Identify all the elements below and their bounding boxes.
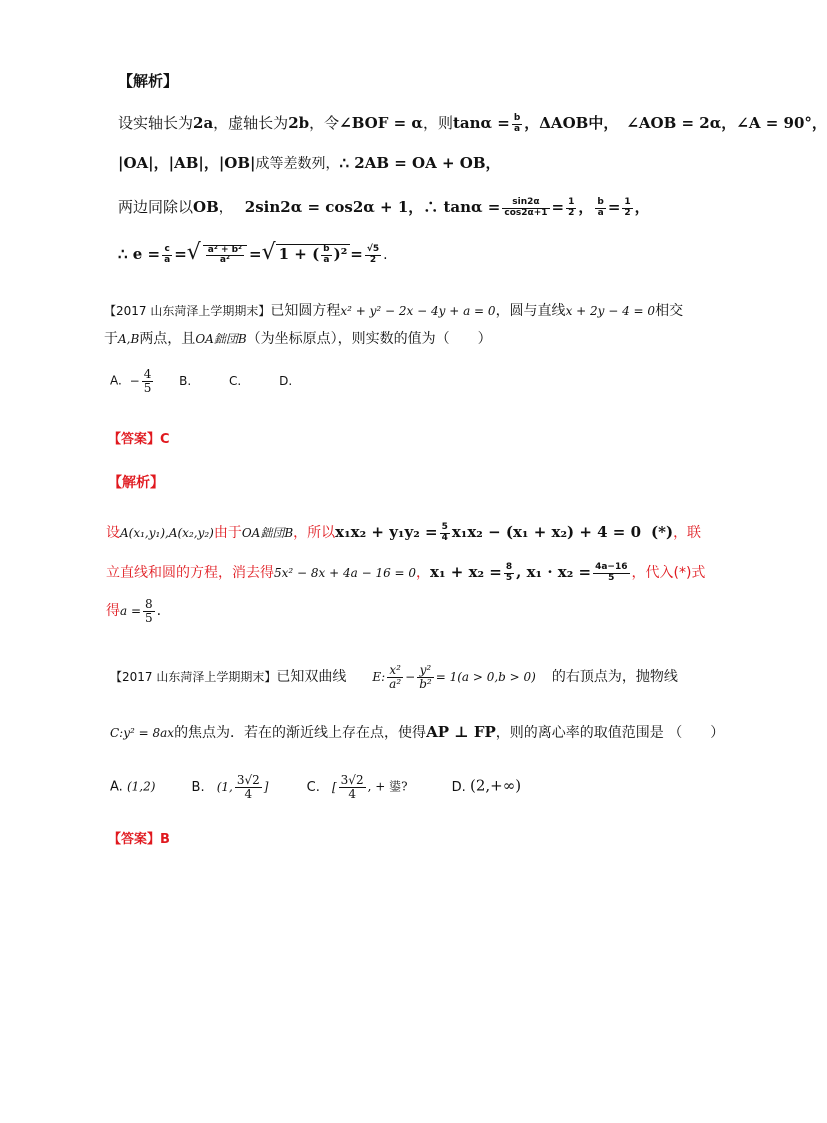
text: ，代入(*)式 — [631, 565, 706, 581]
text: ，联 — [673, 525, 702, 541]
text: 设实轴长为 — [118, 114, 194, 132]
math: C:y² = 8ax — [110, 726, 175, 740]
fraction — [440, 523, 450, 543]
option-a-value: (1,2) — [126, 779, 156, 794]
numerator: 1 — [624, 197, 631, 208]
option-c-post: , + 鍙? — [367, 779, 408, 794]
text: 得 — [106, 603, 120, 620]
math: = — [249, 245, 262, 263]
analysis-line-2 — [118, 152, 501, 173]
math: 2sin2α = cos2α + 1 — [244, 198, 409, 216]
option-b-post: ] — [263, 779, 269, 794]
answer-2: 【答案】B — [108, 832, 170, 847]
math: x₁ + x₂ = — [430, 563, 502, 581]
math: x + 2y − 4 = 0 — [565, 304, 656, 318]
question-1-line-1 — [104, 300, 683, 320]
question-2-line-2 — [110, 722, 724, 742]
option-a-label: A. — [110, 373, 122, 388]
analysis-line-1 — [118, 112, 827, 134]
question-source: 【2017 山东菏泽上学期期末】 — [110, 670, 277, 685]
denominator: 2 — [568, 207, 575, 218]
text: 已知圆方程 — [270, 303, 341, 319]
math: OA鈯団B — [195, 332, 247, 346]
numerator: b — [323, 244, 330, 255]
fraction — [512, 114, 522, 134]
denominator: 2 — [624, 207, 631, 218]
math: ，∠A = 90°， — [721, 114, 827, 132]
math: |OA|，|AB|，|OB| — [118, 154, 256, 172]
text: 设 — [106, 525, 120, 541]
math: x₁x₂ + y₁y₂ = — [335, 523, 438, 541]
option-b-fraction — [235, 774, 262, 800]
math: x₁x₂ − (x₁ + x₂) + 4 = 0 — [451, 523, 642, 541]
text: ，圆与直线 — [495, 303, 566, 319]
denominator: b² — [419, 676, 432, 691]
numerator: 3√2 — [340, 773, 364, 787]
option-d-value: (2,+∞) — [469, 776, 522, 795]
analysis-line-4 — [118, 240, 388, 265]
math: = 1(a > 0,b > 0) — [435, 670, 536, 685]
math: ，∴ tanα = — [408, 198, 501, 216]
math: = — [350, 245, 363, 263]
math: OB — [193, 198, 219, 216]
denominator: 5 — [505, 572, 513, 583]
denominator: a² — [389, 676, 402, 691]
denominator: a — [514, 123, 521, 134]
text: ，则 — [422, 114, 453, 132]
text: ，虚轴长为 — [213, 114, 289, 132]
option-b-label: B. — [191, 779, 205, 795]
solution-line-1 — [106, 522, 701, 543]
math: ，ΔAOB中， — [524, 114, 619, 132]
text: （为坐标原点），则实数的值为（ ） — [246, 331, 492, 347]
text: 相交 — [655, 303, 684, 319]
text: 两边同除以 — [118, 198, 194, 216]
math: tanα = — [452, 114, 510, 132]
question-source: 【2017 山东菏泽上学期期末】 — [104, 304, 271, 318]
numerator: √5 — [366, 244, 380, 255]
fraction — [417, 664, 434, 690]
fraction — [321, 245, 331, 265]
numerator: sin2α — [502, 198, 549, 208]
option-c-label: C. — [229, 373, 242, 388]
text: 已知双曲线 — [276, 669, 347, 686]
math: (*) — [651, 523, 674, 541]
option-b-pre: (1, — [216, 779, 233, 794]
fraction — [162, 245, 172, 265]
fraction — [504, 563, 514, 583]
math: 2a — [193, 114, 214, 132]
text: ，令 — [309, 114, 340, 132]
numerator: 8 — [145, 597, 153, 611]
math: ∴ 2AB = OA + OB， — [339, 154, 501, 172]
option-c-label: C. — [306, 779, 320, 795]
text: ， — [218, 200, 233, 216]
fraction — [593, 563, 629, 583]
math: ∠AOB = 2α — [626, 114, 722, 132]
text: ， — [416, 565, 431, 581]
analysis-heading-2: 【解析】 — [108, 475, 164, 491]
numerator: 1 — [568, 197, 575, 208]
solution-line-2 — [106, 562, 705, 583]
sqrt-body — [276, 244, 351, 265]
fraction — [143, 598, 155, 624]
math: ， — [634, 198, 650, 216]
math: = — [607, 198, 621, 216]
denominator: 5 — [145, 610, 153, 625]
option-a-label: A. — [110, 779, 123, 795]
option-d-label: D. — [451, 779, 466, 795]
option-d-label: D. — [279, 373, 293, 388]
text: 两点，且 — [139, 331, 196, 347]
sqrt-sign: √ — [261, 240, 276, 265]
denominator: a — [597, 207, 604, 218]
fraction — [566, 198, 576, 218]
fraction — [203, 245, 247, 266]
fraction — [502, 198, 549, 218]
math: x² + y² − 2x − 4y + a = 0 — [340, 304, 496, 318]
option-a-sign: − — [129, 373, 140, 388]
analysis-heading-1: 【解析】 — [118, 72, 179, 90]
fraction — [622, 198, 632, 218]
text: 的右顶点为，抛物线 — [551, 669, 678, 686]
numerator: a² + b² — [207, 244, 243, 255]
math: ∴ e = — [118, 245, 161, 263]
text: 立直线和圆的方程，消去得 — [106, 565, 274, 581]
denominator: 2 — [369, 254, 377, 265]
period: . — [156, 603, 162, 620]
fraction — [365, 245, 381, 265]
text: ，所以 — [293, 525, 336, 541]
denominator: a — [323, 254, 330, 265]
math: AP ⊥ FP — [426, 723, 496, 741]
text: 由于 — [213, 525, 242, 541]
math: 2b — [288, 114, 310, 132]
math: A(x₁,y₁),A(x₂,y₂) — [120, 526, 214, 540]
math: − — [405, 670, 416, 685]
math: a = — [120, 604, 142, 619]
math: , x₁ · x₂ = — [516, 563, 592, 581]
period: . — [383, 247, 388, 263]
numerator: b — [513, 113, 521, 124]
math: E: — [372, 670, 386, 685]
fraction — [595, 198, 605, 218]
option-b-label: B. — [179, 373, 192, 388]
math: 1 + ( — [278, 245, 320, 263]
question-2-line-1 — [110, 664, 678, 690]
answer-1: 【答案】C — [108, 432, 170, 447]
option-a-fraction — [142, 368, 154, 394]
numerator: y² — [417, 664, 434, 678]
numerator: x² — [387, 664, 403, 678]
denominator: 5 — [608, 572, 615, 583]
denominator: 4 — [348, 786, 356, 801]
question-1-options — [110, 368, 292, 394]
option-c-fraction — [339, 774, 366, 800]
question-2-options — [110, 774, 521, 800]
math: = — [551, 198, 565, 216]
numerator: 8 — [505, 562, 513, 573]
math: )² — [333, 245, 348, 263]
fraction — [387, 664, 403, 690]
denominator: a² — [219, 255, 230, 265]
math: OA鈯団B — [241, 526, 294, 540]
numerator: 5 — [441, 522, 448, 533]
numerator: 4 — [143, 367, 152, 381]
text: 成等差数列， — [255, 156, 340, 172]
text: 于 — [104, 331, 118, 347]
denominator: 4 — [441, 532, 448, 543]
option-c-pre: [ — [331, 779, 337, 794]
math: 5x² − 8x + 4a − 16 = 0 — [274, 566, 417, 580]
math: = — [174, 245, 187, 263]
denominator: 4 — [244, 786, 253, 801]
analysis-line-3 — [118, 196, 650, 218]
denominator: a — [164, 254, 171, 265]
question-1-line-2 — [104, 328, 492, 348]
text: 的焦点为．若在的渐近线上存在点，使得 — [174, 725, 427, 741]
denominator: cos2α+1 — [504, 207, 548, 218]
math: ， — [578, 198, 594, 216]
numerator: c — [162, 245, 172, 255]
numerator: 3√2 — [236, 773, 260, 787]
math: A,B — [118, 332, 140, 346]
numerator: b — [597, 197, 604, 208]
math: ∠BOF = α — [339, 114, 423, 132]
text: ，则的离心率的取值范围是 （ ） — [495, 725, 725, 741]
numerator: 4a−16 — [595, 562, 628, 573]
solution-line-3 — [106, 598, 161, 624]
sqrt-sign: √ — [186, 240, 201, 265]
denominator: 5 — [143, 380, 152, 395]
